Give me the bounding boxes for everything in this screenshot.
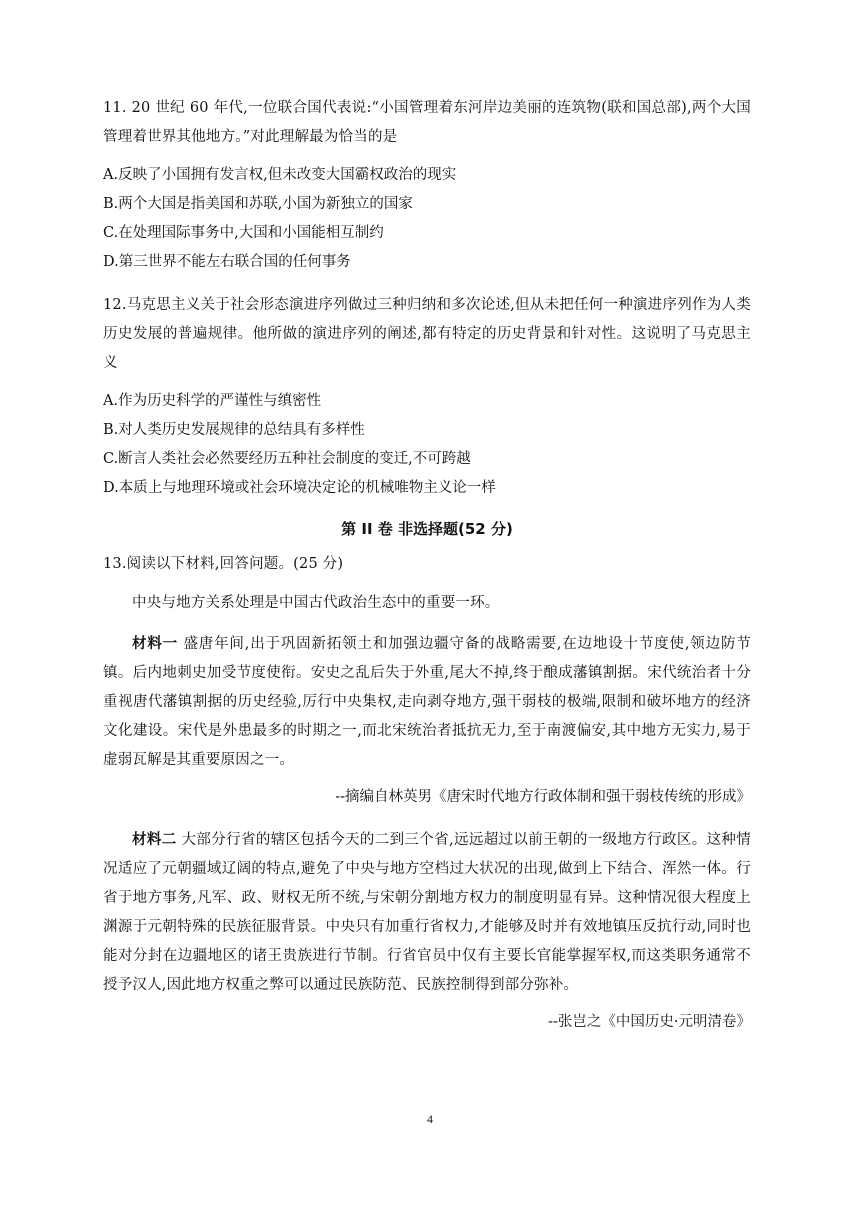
question-11-stem: 11. 20 世纪 60 年代,一位联合国代表说:“小国管理着东河岸边美丽的连筑物(联和国总部),两个大国管理着世界其他地方。”对此理解最为恰当的是 xyxy=(103,100,751,145)
material-1-text: 盛唐年间,出于巩固新拓领土和加强边疆守备的战略需要,在边地设十节度使,领边防节镇。后内地刺史加受节度使衔。安史之乱后失于外重,尾大不掉,终于酿成藩镇割据。宋代统治者十分重视唐代藩镇割据的历史经验,厉行中央集权,走向剥夺地方,强干弱枝的极端,限制和破坏地方的经济文化建设。宋代是外患最多的时期之一,而北宋统治者抵抗无力,至于南渡偏安,其中地方无实力,易于虚弱瓦解是其重要原因之一。 xyxy=(103,636,751,768)
question-12-stem: 12.马克思主义关于社会形态演进序列做过三种归纳和多次论述,但从未把任何一种演进序列作为人类历史发展的普遍规律。他所做的演进序列的阐述,都有特定的历史背景和针对性。这说明了马克思主义 xyxy=(103,297,751,371)
page-number: 4 xyxy=(427,1112,433,1126)
question-12-option-b: B.对人类历史发展规律的总结具有多样性 xyxy=(103,422,365,438)
question-12-option-d: D.本质上与地理环境或社会环境决定论的机械唯物主义论一样 xyxy=(103,480,496,496)
material-1 xyxy=(103,630,751,775)
question-13-intro: 中央与地方关系处理是中国古代政治生态中的重要一环。 xyxy=(132,595,500,611)
question-11-option-b: B.两个大国是指美国和苏联,小国为新独立的国家 xyxy=(103,196,413,212)
material-2 xyxy=(103,826,751,1000)
question-11-option-c: C.在处理国际事务中,大国和小国能相互制约 xyxy=(103,225,384,241)
question-12-option-a: A.作为历史科学的严谨性与缜密性 xyxy=(103,393,322,409)
question-12-option-c: C.断言人类社会必然要经历五种社会制度的变迁,不可跨越 xyxy=(103,451,471,467)
material-2-label: 材料二 xyxy=(132,832,177,848)
question-11-option-d: D.第三世界不能左右联合国的任何事务 xyxy=(103,254,351,270)
question-11-options xyxy=(103,161,751,277)
material-1-source: --摘编自林英男《唐宋时代地方行政体制和强干弱枝传统的形成》 xyxy=(335,789,751,805)
spacer xyxy=(103,277,751,291)
page-content xyxy=(103,94,751,1051)
question-12-options xyxy=(103,387,751,503)
section-2-title: 第 II 卷 非选择题(52 分) xyxy=(341,520,513,538)
question-11-option-a: A.反映了小国拥有发言权,但未改变大国霸权政治的现实 xyxy=(103,167,457,183)
question-13-stem: 13.阅读以下材料,回答问题。(25 分) xyxy=(103,556,344,572)
material-2-source: --张岂之《中国历史·元明清卷》 xyxy=(548,1014,751,1030)
material-1-label: 材料一 xyxy=(132,636,178,652)
material-2-text: 大部分行省的辖区包括今天的二到三个省,远远超过以前王朝的一级地方行政区。这种情况适应了元朝疆域辽阔的特点,避免了中央与地方空档过大状况的出现,做到上下结合、浑然一体。行省于地方事务,凡军、政、财权无所不统,与宋朝分割地方权力的制度明显有异。这种情况很大程度上渊源于元朝特殊的民族征服背景。中央只有加重行省权力,才能够及时并有效地镇压反抗行动,同时也能对分封在边疆地区的诸王贵族进行节制。行省官员中仅有主要长官能掌握军权,而这类职务通常不授予汉人,因此地方权重之弊可以通过民族防范、民族控制得到部分弥补。 xyxy=(103,832,751,993)
